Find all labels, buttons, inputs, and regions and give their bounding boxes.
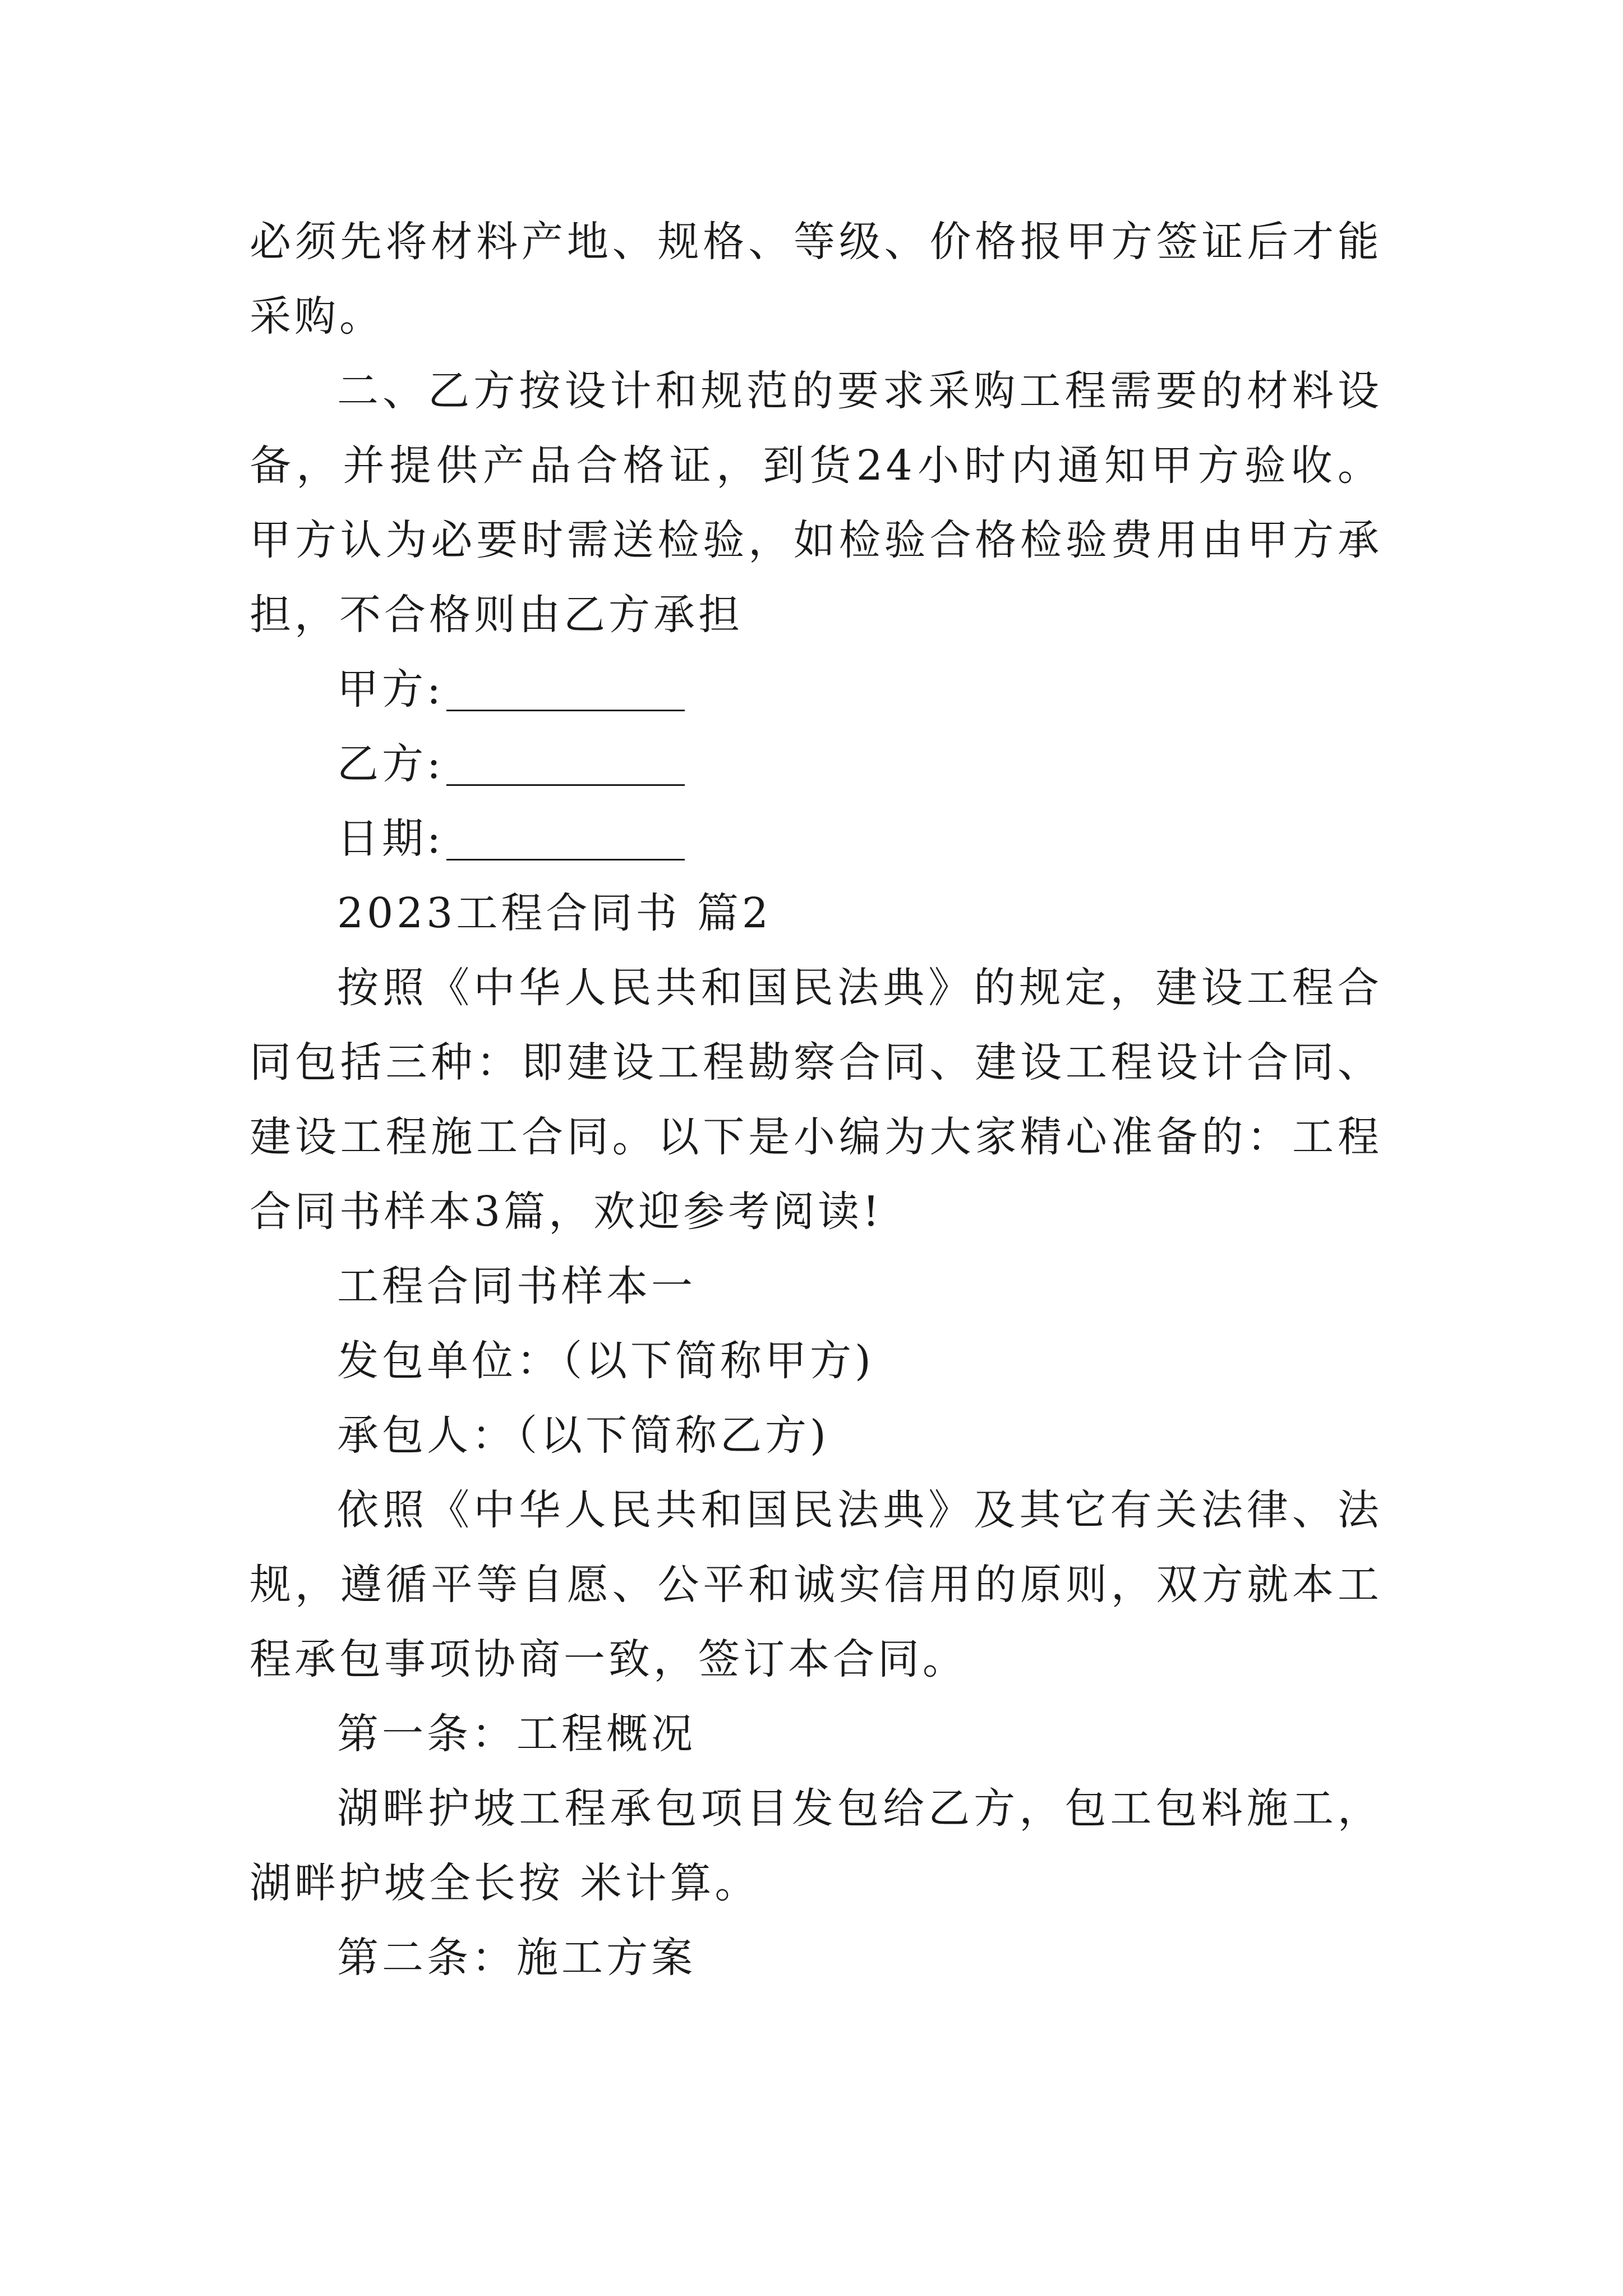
contracting-unit-line: 发包单位：（以下简称甲方) <box>337 1337 874 1385</box>
paragraph-intro: 按照《中华人民共和国民法典》的规定，建设工程合同包括三种：即建设工程勘察合同、建设工程设计合同、建设工程施工合同。以下是小编为大家精心准备的：工程合同书样本3篇，欢迎参考阅读! <box>250 964 1382 1236</box>
sample-title: 工程合同书样本一 <box>337 1262 696 1310</box>
article-one-heading: 第一条：工程概况 <box>337 1710 696 1758</box>
signature-date <box>250 802 1382 876</box>
paragraph-material-approval: 必须先将材料产地、规格、等级、价格报甲方签证后才能采购。 <box>250 218 1382 341</box>
contractor-line: 承包人：（以下简称乙方) <box>337 1411 829 1460</box>
signature-label: 甲方: <box>337 665 444 714</box>
signature-label: 乙方: <box>337 740 444 788</box>
signature-blank-line <box>446 858 685 861</box>
signature-label: 日期: <box>337 815 444 863</box>
signature-party-a <box>250 652 1382 727</box>
article-two-heading: 第二条：施工方案 <box>337 1934 696 1982</box>
paragraph-project-overview: 湖畔护坡工程承包项目发包给乙方，包工包料施工，湖畔护坡全长按 米计算。 <box>250 1784 1382 1907</box>
paragraph-legal-basis: 依照《中华人民共和国民法典》及其它有关法律、法规，遵循平等自愿、公平和诚实信用的原则，双方就本工程承包事项协商一致，签订本合同。 <box>250 1486 1382 1683</box>
signature-party-b <box>250 727 1382 802</box>
document-body <box>250 205 1382 1995</box>
signature-blank-line <box>446 783 685 786</box>
section-heading: 2023工程合同书 篇2 <box>337 889 772 937</box>
paragraph-material-procurement: 二、乙方按设计和规范的要求采购工程需要的材料设备，并提供产品合格证，到货24小时内通知甲方验收。甲方认为必要时需送检验，如检验合格检验费用由甲方承担，不合格则由乙方承担 <box>250 367 1382 639</box>
signature-blank-line <box>446 708 685 711</box>
